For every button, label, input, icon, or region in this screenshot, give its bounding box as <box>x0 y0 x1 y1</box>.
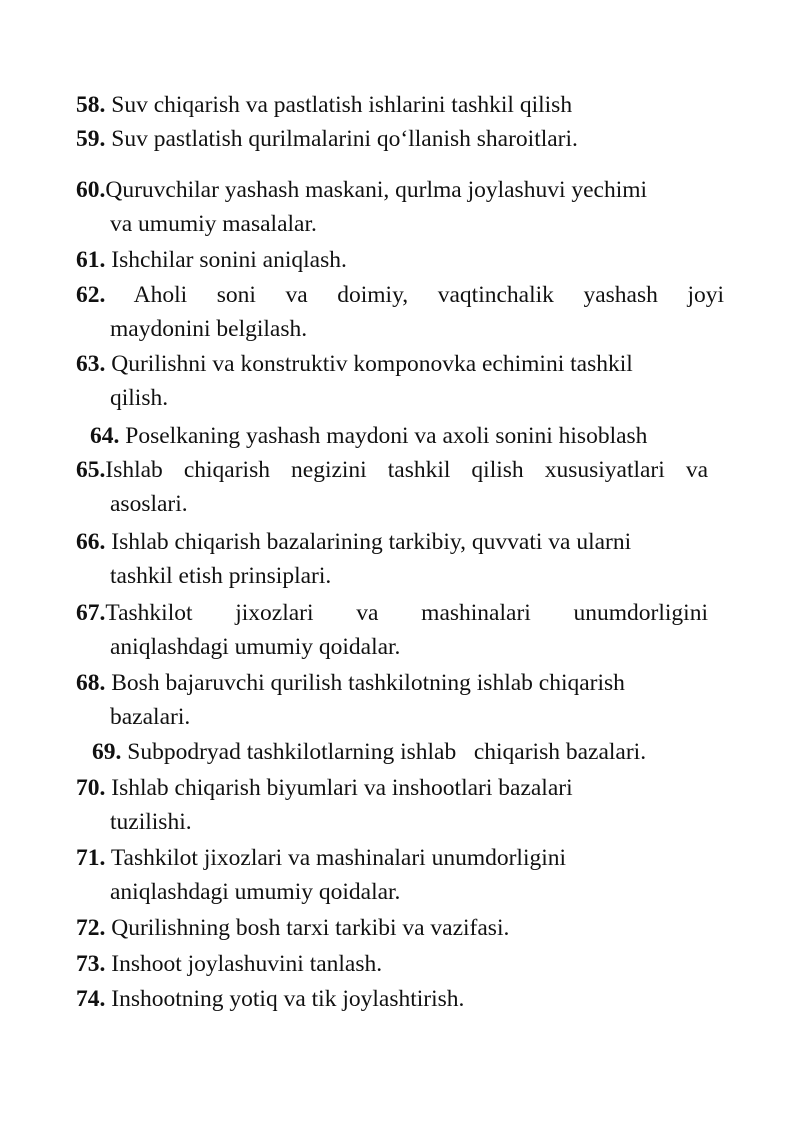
list-item-69 <box>92 735 724 769</box>
list-item-60 <box>76 173 724 241</box>
item-number: 58. <box>76 92 106 118</box>
list-item-59 <box>76 122 724 156</box>
item-number: 73. <box>76 951 106 977</box>
item-text: Quruvchilar yashash maskani, qurlma joylashuvi yechimi <box>105 177 648 203</box>
item-number: 67. <box>76 600 106 626</box>
item-number: 64. <box>90 423 120 449</box>
list-item-58 <box>76 88 724 122</box>
item-text: Ishchilar sonini aniqlash. <box>105 247 347 273</box>
item-text: Ishlab chiqarish bazalarining tarkibiy, quvvati va ularni <box>105 529 632 555</box>
list-item-67 <box>76 596 708 664</box>
list-item-61 <box>76 243 724 277</box>
list-item-74 <box>76 982 724 1016</box>
item-text: Tashkilot jixozlari va mashinalari unumdorligini <box>105 600 708 626</box>
item-number: 69. <box>92 739 122 765</box>
item-text-continuation: tashkil etish prinsiplari. <box>110 563 332 589</box>
item-text-continuation: aniqlashdagi umumiy qoidalar. <box>110 634 401 660</box>
item-text: Tashkilot jixozlari va mashinalari unumdorligini <box>105 845 567 871</box>
item-number: 60. <box>76 177 106 203</box>
list-item-68 <box>76 666 724 734</box>
list-item-65 <box>76 453 708 521</box>
item-text: Subpodryad tashkilotlarning ishlab chiqarish bazalari. <box>121 739 647 765</box>
item-number: 61. <box>76 247 106 273</box>
item-text-continuation: maydonini belgilash. <box>110 316 308 342</box>
item-number: 65. <box>76 457 106 483</box>
item-number: 71. <box>76 845 106 871</box>
item-number: 66. <box>76 529 106 555</box>
list-item-73 <box>76 947 724 981</box>
item-number: 72. <box>76 915 106 941</box>
item-text: Suv pastlatish qurilmalarini qo‘llanish sharoitlari. <box>105 126 578 152</box>
item-text: Ishlab chiqarish biyumlari va inshootlari bazalari <box>105 775 573 801</box>
item-text: Bosh bajaruvchi qurilish tashkilotning ishlab chiqarish <box>105 670 625 696</box>
item-text-continuation: va umumiy masalalar. <box>110 211 317 237</box>
list-item-66 <box>76 525 724 593</box>
item-number: 70. <box>76 775 106 801</box>
item-text: Qurilishni va konstruktiv komponovka echimini tashkil <box>105 351 633 377</box>
list-item-63 <box>76 347 724 415</box>
item-text: Suv chiqarish va pastlatish ishlarini tashkil qilish <box>105 92 573 118</box>
item-text: Aholi soni va doimiy, vaqtinchalik yashash joyi <box>105 282 724 308</box>
item-number: 68. <box>76 670 106 696</box>
list-item-72 <box>76 911 724 945</box>
list-item-71 <box>76 841 724 909</box>
item-text: Inshoot joylashuvini tanlash. <box>105 951 383 977</box>
item-number: 62. <box>76 282 106 308</box>
list-item-70 <box>76 771 724 839</box>
item-number: 59. <box>76 126 106 152</box>
item-text: Ishlab chiqarish negizini tashkil qilish xususiyatlari va <box>105 457 708 483</box>
item-text-continuation: tuzilishi. <box>110 809 192 835</box>
item-number: 74. <box>76 986 106 1012</box>
item-text-continuation: aniqlashdagi umumiy qoidalar. <box>110 879 401 905</box>
list-item-62 <box>76 278 724 346</box>
item-number: 63. <box>76 351 106 377</box>
item-text-continuation: qilish. <box>110 385 169 411</box>
item-text: Inshootning yotiq va tik joylashtirish. <box>105 986 465 1012</box>
item-text-continuation: bazalari. <box>110 704 191 730</box>
item-text: Qurilishning bosh tarxi tarkibi va vazifasi. <box>105 915 510 941</box>
list-item-64 <box>90 419 724 453</box>
item-text: Poselkaning yashash maydoni va axoli sonini hisoblash <box>119 423 648 449</box>
item-text-continuation: asoslari. <box>110 491 188 517</box>
